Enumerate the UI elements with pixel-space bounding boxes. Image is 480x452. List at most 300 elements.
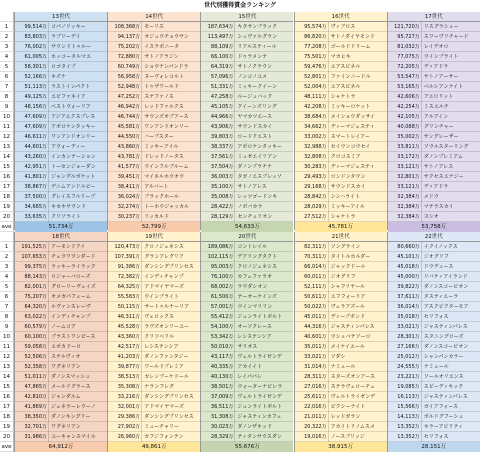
horse-name: ワグネリアン <box>51 364 81 370</box>
generation-column <box>387 232 480 452</box>
horse-name: ヨシオ <box>423 214 439 220</box>
prize-money: 45,011万 <box>295 312 329 322</box>
horse-name: デアリングタクト <box>237 254 277 260</box>
prize-money: 36,003万 <box>201 172 235 182</box>
prize-money: 45,018万 <box>388 262 422 272</box>
prize-money: 52,801万 <box>295 72 329 82</box>
rank-cell: 12 <box>0 132 14 142</box>
horse-name: ラブリーデイ <box>51 34 81 40</box>
horse-name: シャケトラ <box>330 94 356 100</box>
prize-money: 64,325万 <box>108 282 142 292</box>
ranking-row <box>108 132 200 142</box>
prize-money: 60,579万 <box>15 322 49 332</box>
horse-name: エアスピネル <box>330 84 361 90</box>
horse-name: テーオーケインズ <box>237 294 277 300</box>
ranking-row <box>108 272 200 282</box>
ranking-row <box>201 402 293 412</box>
prize-money: 43,117万 <box>201 352 235 362</box>
prize-money: 39,822万 <box>388 282 422 292</box>
horse-name: ダノンスコーピオン <box>423 344 469 350</box>
rank-cell: 15 <box>0 162 14 172</box>
ranking-row <box>15 172 107 182</box>
prize-money: 63,022万 <box>15 312 49 322</box>
ranking-row <box>295 242 387 252</box>
prize-money: 38,867万 <box>15 182 49 192</box>
prize-money: 34,665万 <box>15 202 49 212</box>
ranking-row <box>388 172 480 182</box>
ranking-row <box>388 312 480 322</box>
horse-name: サトノアーサー <box>423 74 459 80</box>
horse-name: コパノリッキー <box>51 24 86 30</box>
ranking-row <box>388 122 480 132</box>
prize-money: 51,113万 <box>15 82 49 92</box>
horse-name: ミッキーアイル <box>144 144 179 150</box>
horse-name: ミューチャリー <box>144 424 179 430</box>
prize-money: 60,100万 <box>15 332 49 342</box>
prize-money: 47,609万 <box>15 122 49 132</box>
ranking-row <box>295 72 387 82</box>
ranking-row <box>295 422 387 432</box>
horse-name: ユーキャンスマイル <box>51 434 96 440</box>
prize-money: 19,085万 <box>388 382 422 392</box>
horse-name: ウインマリリン <box>237 304 273 310</box>
horse-name: マカヒキ <box>330 54 351 60</box>
ranking-row <box>201 372 293 382</box>
prize-money: 43,260万 <box>15 152 49 162</box>
ranking-row <box>108 382 200 392</box>
prize-money: 76,002万 <box>15 42 49 52</box>
horse-name: ショウナンパンドラ <box>144 64 189 70</box>
ranking-row <box>15 432 107 442</box>
prize-money: 82,001万 <box>15 282 49 292</box>
horse-name: エアスピネル <box>330 64 361 70</box>
average-value: 49,861万 <box>108 442 200 452</box>
rank-cell: 9 <box>0 322 14 332</box>
prize-money: 55,583万 <box>108 292 142 302</box>
prize-money: 47,865万 <box>15 382 49 392</box>
average-value: 64,912万 <box>15 442 107 452</box>
horse-name: ダンシングプリンセス <box>144 264 194 270</box>
prize-money: 52,111万 <box>295 282 329 292</box>
horse-name: ディープボンド <box>330 314 365 320</box>
horse-name: アルバート <box>144 184 169 190</box>
prize-money: 22,016万 <box>295 402 329 412</box>
horse-name: ウォーターナビレラ <box>237 384 283 390</box>
average-value: 55,676万 <box>201 442 293 452</box>
prize-money: 27,512万 <box>295 212 329 222</box>
prize-money: 120,473万 <box>108 242 142 252</box>
ranking-row <box>201 62 293 72</box>
horse-name: レッツゴードンキ <box>237 194 278 200</box>
horse-name: ミッキーロケット <box>330 104 371 110</box>
ranking-row <box>388 202 480 212</box>
prize-money: 51,331万 <box>201 82 235 92</box>
rank-cell: 8 <box>0 92 14 102</box>
horse-name: インディチャンプ <box>51 314 91 320</box>
horse-name: クロコスミア <box>330 154 361 160</box>
horse-name: ホッコータルマエ <box>51 54 92 60</box>
prize-money: 27,016万 <box>295 382 329 392</box>
prize-money: 38,411万 <box>108 182 142 192</box>
prize-money: 36,024万 <box>108 192 142 202</box>
rank-cell: 14 <box>0 372 14 382</box>
ranking-row <box>201 332 293 342</box>
horse-name: センチュリオン <box>237 214 273 220</box>
average-value: 53,758万 <box>388 222 480 232</box>
prize-money: 36,511万 <box>201 402 235 412</box>
horse-name: グローリーヴェイズ <box>51 284 96 290</box>
horse-name: アドマイヤマーズ <box>144 404 184 410</box>
generation-header: 21世代 <box>295 232 387 242</box>
prize-money: 64,319万 <box>201 62 235 72</box>
ranking-row <box>388 332 480 342</box>
horse-name: レシステンシア <box>144 344 179 350</box>
horse-name: ウインブライト <box>144 294 179 300</box>
prize-money: 77,075万 <box>388 52 422 62</box>
horse-name: ダノンザキッド <box>237 424 272 430</box>
rank-cell: 9 <box>0 102 14 112</box>
rank-cell: 5 <box>0 282 14 292</box>
rank-column <box>0 12 14 230</box>
horse-name: レッドガラン <box>330 414 361 420</box>
rank-cell: 13 <box>0 142 14 152</box>
horse-name: ウインブライト <box>423 54 459 60</box>
average-value: 38,915万 <box>295 442 387 452</box>
prize-money: 28,029万 <box>295 202 329 212</box>
horse-name: ヴェルトライゼンデ <box>237 394 282 400</box>
ranking-row <box>388 242 480 252</box>
ranking-row <box>295 122 387 132</box>
ranking-row <box>295 272 387 282</box>
ranking-row <box>388 392 480 402</box>
ranking-row <box>388 152 480 162</box>
prize-money: 56,958万 <box>108 72 142 82</box>
prize-money: 88,143万 <box>15 272 49 282</box>
ranking-row <box>108 312 200 322</box>
horse-name: ヌーヴォレコルト <box>144 74 184 80</box>
ranking-row <box>201 432 293 442</box>
prize-money: 28,842万 <box>295 192 329 202</box>
rank-cell: 2 <box>0 32 14 42</box>
horse-name: ラストインパクト <box>51 84 91 90</box>
horse-name: マテラスカイ <box>423 204 454 210</box>
prize-money: 45,101万 <box>388 252 422 262</box>
ranking-row <box>201 422 293 432</box>
prize-money: 66,100万 <box>201 52 235 62</box>
prize-money: 21,011万 <box>295 412 329 422</box>
ranking-row <box>201 202 293 212</box>
horse-name: ソールオリエンス <box>423 374 464 380</box>
horse-name: スターズオンアース <box>330 374 375 380</box>
ranking-row <box>108 92 200 102</box>
horse-name: ペルシアンナイト <box>423 84 464 90</box>
ranking-row <box>295 302 387 312</box>
horse-name: ヴェロックス <box>144 314 174 320</box>
horse-name: ダノンプレミアム <box>423 154 463 160</box>
ranking-row <box>108 62 200 72</box>
prize-money: 59,058万 <box>15 342 49 352</box>
ranking-row <box>388 22 480 32</box>
prize-money: 42,606万 <box>388 92 422 102</box>
horse-name: アジアエクスプレス <box>51 114 96 120</box>
ranking-row <box>201 302 293 312</box>
ranking-row <box>388 102 480 112</box>
ranking-row <box>201 352 293 362</box>
ranking-row <box>15 412 107 422</box>
horse-name: シュヴァルグラン <box>237 34 278 40</box>
ranking-row <box>15 202 107 212</box>
horse-name: デニムアンドルビー <box>51 184 96 190</box>
generation-header: 17世代 <box>388 12 480 22</box>
generation-column <box>200 12 293 230</box>
prize-money: 32,701万 <box>15 422 49 432</box>
prize-money: 25,611万 <box>295 392 329 402</box>
prize-money: 33,172万 <box>388 152 422 162</box>
prize-money: 70,311万 <box>295 252 329 262</box>
ranking-row <box>108 212 200 222</box>
prize-money: 57,001万 <box>201 302 235 312</box>
ranking-row <box>201 312 293 322</box>
ranking-row <box>388 192 480 202</box>
rank-column <box>0 232 14 452</box>
ranking-row <box>388 322 480 332</box>
ranking-row <box>201 42 293 52</box>
prize-money: 37,009万 <box>201 392 235 402</box>
ranking-row <box>15 282 107 292</box>
prize-money: 38,684万 <box>295 112 329 122</box>
ranking-row <box>201 282 293 292</box>
prize-money: 38,337万 <box>201 142 235 152</box>
prize-money: 47,258万 <box>201 92 235 102</box>
generation-column <box>14 12 107 230</box>
horse-name: グランアレグリア <box>144 254 184 260</box>
prize-money: 43,781万 <box>108 152 142 162</box>
prize-money: 45,528万 <box>108 322 142 332</box>
prize-money: 44,550万 <box>108 132 142 142</box>
ranking-row <box>201 162 293 172</box>
ranking-row <box>295 32 387 42</box>
ranking-row <box>295 212 387 222</box>
horse-name: ステラヴェローチェ <box>330 384 376 390</box>
prize-money: 28,301万 <box>388 332 422 342</box>
horse-name: アカイトリノムスメ <box>330 424 375 430</box>
ranking-row <box>108 432 200 442</box>
prize-money: 40,130万 <box>201 372 235 382</box>
horse-name: ダノンファンタジー <box>144 354 189 360</box>
prize-money: 42,105万 <box>388 112 422 122</box>
prize-money: 52,358万 <box>15 362 49 372</box>
ranking-row <box>388 262 480 272</box>
ranking-row <box>388 282 480 292</box>
prize-money: 99,514万 <box>15 22 49 32</box>
ranking-row <box>15 342 107 352</box>
ranking-row <box>108 332 200 342</box>
horse-name: ダノンスコーピオン <box>423 284 469 290</box>
prize-money: 28,422万 <box>201 202 235 212</box>
horse-name: ラッキーライラック <box>51 264 96 270</box>
horse-name: スピーディキック <box>423 384 464 390</box>
ranking-row <box>108 82 200 92</box>
horse-name: サリオス <box>237 344 258 350</box>
generation-header: 16世代 <box>295 12 387 22</box>
ranking-row <box>201 212 293 222</box>
ranking-row <box>388 52 480 62</box>
horse-name: ディアドラ <box>423 184 449 190</box>
prize-money: 107,391万 <box>108 252 142 262</box>
prize-money: 19,016万 <box>295 432 329 442</box>
prize-money: 86,820万 <box>295 32 329 42</box>
ranking-row <box>15 402 107 412</box>
horse-name: メドウ <box>423 194 439 200</box>
sheet-title: 世代別獲得賞金ランキング <box>204 2 276 9</box>
ranking-row <box>201 412 293 422</box>
ranking-row <box>388 112 480 122</box>
horse-name: ファインニードル <box>330 74 371 80</box>
prize-money: 53,342万 <box>201 332 235 342</box>
prize-money: 41,577万 <box>108 162 142 172</box>
prize-money: 41,801万 <box>15 172 49 182</box>
prize-money: 64,320万 <box>15 302 49 312</box>
horse-name: アポロケンタッキー <box>51 124 96 130</box>
ranking-row <box>108 392 200 402</box>
generation-header: 22世代 <box>388 232 480 242</box>
ranking-row <box>108 292 200 302</box>
horse-name: ジャックドール <box>330 264 366 270</box>
horse-name: マイネルホウオウ <box>144 174 185 180</box>
ranking-row <box>15 132 107 142</box>
rank-cell: 14 <box>0 152 14 162</box>
ranking-row <box>15 102 107 112</box>
prize-money: 55,412万 <box>201 312 235 322</box>
prize-money: 44,601万 <box>15 142 49 152</box>
prize-money: 61,500万 <box>201 292 235 302</box>
generation-column <box>294 232 387 452</box>
prize-money: 95,574万 <box>295 22 329 32</box>
prize-money: 99,375万 <box>15 262 49 272</box>
ranking-row <box>201 182 293 192</box>
ranking-row <box>108 342 200 352</box>
ranking-row <box>388 42 480 52</box>
generation-block-top <box>0 12 480 230</box>
ranking-row <box>108 52 200 62</box>
horse-name: ジャスティンパレス <box>330 324 375 330</box>
horse-name: コントレイル <box>237 244 268 250</box>
prize-money: 24,555万 <box>388 362 422 372</box>
ranking-row <box>108 242 200 252</box>
horse-name: カフジフォンテン <box>144 434 184 440</box>
rank-cell: 11 <box>0 342 14 352</box>
prize-money: 29,168万 <box>295 182 329 192</box>
ranking-row <box>108 302 200 312</box>
horse-name: サウンドスカイ <box>237 124 273 130</box>
prize-money: 54,100万 <box>201 322 235 332</box>
ranking-row <box>15 142 107 152</box>
prize-money: 187,634万 <box>201 22 235 32</box>
ranking-row <box>15 112 107 122</box>
ranking-row <box>108 262 200 272</box>
ranking-row <box>201 112 293 122</box>
horse-name: ロジャーバローズ <box>51 274 91 280</box>
ranking-row <box>15 122 107 132</box>
rank-cell: 18 <box>0 192 14 202</box>
ranking-row <box>388 72 480 82</box>
ranking-row <box>295 292 387 302</box>
horse-name: ジャスティンパレス <box>423 324 468 330</box>
prize-money: 88,109万 <box>201 42 235 52</box>
ranking-row <box>295 432 387 442</box>
horse-name: リアルスティール <box>237 44 277 50</box>
prize-money: 23,221万 <box>388 372 422 382</box>
prize-money: 94,137万 <box>108 32 142 42</box>
horse-name: オジュウチョウサン <box>144 34 189 40</box>
prize-money: 32,384万 <box>388 212 422 222</box>
prize-money: 46,744万 <box>108 112 142 122</box>
rank-cell: 4 <box>0 272 14 282</box>
ranking-row <box>15 242 107 252</box>
ranking-row <box>388 412 480 422</box>
horse-name: サートゥルナーリア <box>144 304 190 310</box>
prize-money: 35,008万 <box>201 192 235 202</box>
generation-column <box>107 232 200 452</box>
generation-column <box>14 232 107 452</box>
horse-name: サングレーザー <box>423 134 459 140</box>
horse-name: アポロケンタッキー <box>237 144 282 150</box>
prize-money: 95,003万 <box>201 262 235 272</box>
prize-money: 43,906万 <box>201 122 235 132</box>
horse-name: ハープスター <box>144 134 174 140</box>
ranking-row <box>295 92 387 102</box>
prize-money: 33,121万 <box>388 182 422 192</box>
horse-name: ロゴタイプ <box>51 64 76 70</box>
horse-name: ゴールドドリーム <box>330 44 371 50</box>
ranking-row <box>388 142 480 152</box>
ranking-row <box>108 372 200 382</box>
prize-money: 113,497万 <box>201 32 235 42</box>
prize-money: 53,547万 <box>388 72 422 82</box>
prize-money: 20,322万 <box>295 422 329 432</box>
rank-cell: 3 <box>0 262 14 272</box>
horse-name: ラウダシオン <box>237 284 268 290</box>
rank-cell: 6 <box>0 292 14 302</box>
prize-money: 34,662万 <box>295 122 329 132</box>
prize-money: 47,252万 <box>108 92 142 102</box>
horse-name: ナミュール <box>330 364 356 370</box>
horse-name: レイパパレ <box>237 374 263 380</box>
prize-money: 33,121万 <box>388 162 422 172</box>
average-value: 54,633万 <box>201 222 293 232</box>
horse-name: ジャスティンカフェ <box>237 414 282 420</box>
prize-money: 45,105万 <box>201 102 235 112</box>
horse-name: ワンアンドオンリー <box>144 124 189 130</box>
horse-name: カレンブーケドール <box>144 374 189 380</box>
horse-name: ジャスティンパレス <box>423 394 468 400</box>
prize-money: 58,301万 <box>15 62 49 72</box>
prize-money: 28,129万 <box>201 212 235 222</box>
prize-money: 42,517万 <box>108 342 142 352</box>
ranking-row <box>388 92 480 102</box>
ranking-row <box>15 72 107 82</box>
prize-money: 37,561万 <box>201 152 235 162</box>
ranking-row <box>201 392 293 402</box>
ranking-row <box>295 112 387 122</box>
prize-money: 40,088万 <box>388 122 422 132</box>
ranking-row <box>295 152 387 162</box>
rank-cell: 10 <box>0 332 14 342</box>
prize-money: 60,749万 <box>108 62 142 72</box>
prize-money: 30,237万 <box>108 212 142 222</box>
horse-name: ウシュバテソーロ <box>330 334 371 340</box>
rank-cell: 10 <box>0 112 14 122</box>
